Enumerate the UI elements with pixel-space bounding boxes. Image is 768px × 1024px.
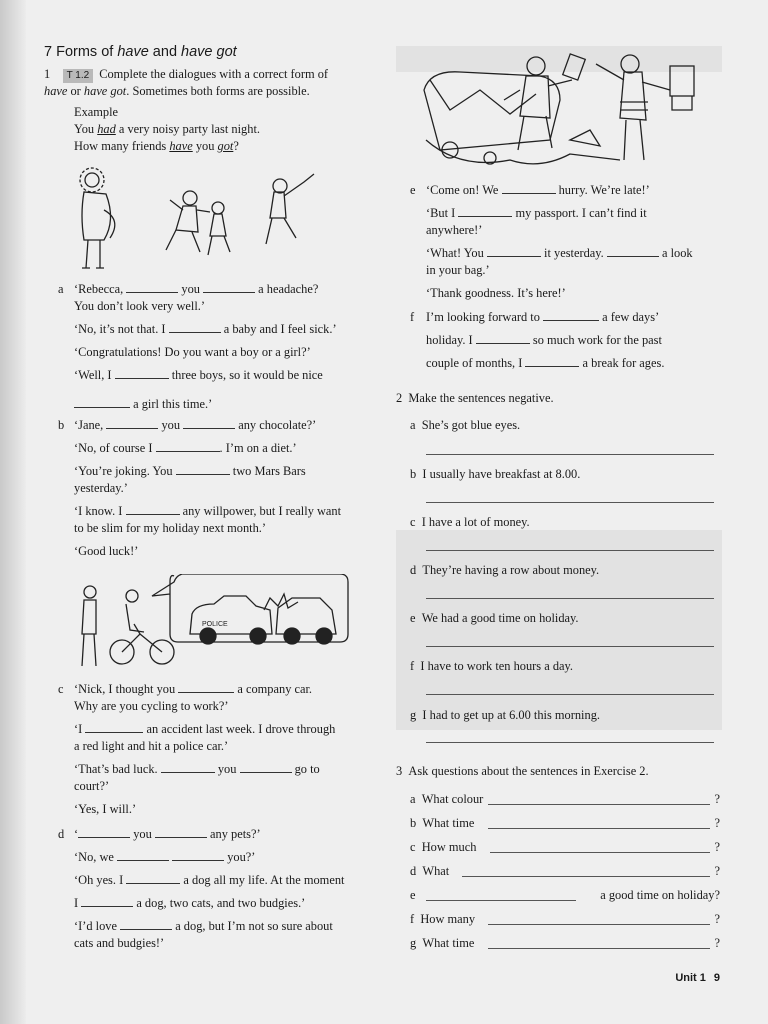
blank[interactable]	[74, 397, 130, 408]
answer-line[interactable]	[426, 646, 714, 647]
exercise-1-instruction: 1 T 1.2 Complete the dialogues with a correct form of have or have got. Sometimes both forms are possible.	[44, 67, 329, 98]
blank[interactable]	[117, 850, 169, 861]
dialogue-a: a ‘Rebecca, you a headache? You don’t look very well.’ ‘No, it’s not that. I a baby and I feel sick.’ ‘Congratulations! Do you want a boy or a girl?’ ‘Well, I three boys, so it would be nice a girl this time.’	[58, 282, 337, 411]
answer-line[interactable]	[426, 694, 714, 695]
police-sign: POLICE	[202, 621, 228, 628]
dialogue-f: f I’m looking forward to a few days’ holiday. I so much work for the past couple of months, I a break for ages.	[410, 310, 665, 370]
list-item: b I usually have breakfast at 8.00.	[410, 467, 581, 481]
audio-track-badge: T 1.2	[63, 69, 94, 83]
answer-line[interactable]	[488, 828, 710, 829]
blank[interactable]	[172, 850, 224, 861]
blank[interactable]	[126, 282, 178, 293]
list-item: c I have a lot of money.	[410, 515, 530, 529]
dialogue-b: b ‘Jane, you any chocolate?’ ‘No, of course I . I’m on a diet.’ ‘You’re joking. You two Mars Bars yesterday.’ ‘I know. I any willpower, but I really want to be slim for my holiday next month.’ ‘Good luck!’	[58, 418, 342, 558]
question-row: a What colour ?	[410, 792, 720, 806]
blank[interactable]	[525, 356, 579, 367]
blank[interactable]	[183, 418, 235, 429]
question-row: e a good time on holiday?	[410, 888, 720, 902]
blank[interactable]	[458, 206, 512, 217]
blank[interactable]	[240, 762, 292, 773]
answer-line[interactable]	[426, 900, 576, 901]
section-title: 7 Forms of have and have got	[44, 44, 237, 60]
question-row: b What time ?	[410, 816, 720, 830]
answer-line[interactable]	[490, 852, 710, 853]
list-item: e We had a good time on holiday.	[410, 611, 579, 625]
blank[interactable]	[161, 762, 215, 773]
blank[interactable]	[203, 282, 255, 293]
exercise-3-instruction: 3 Ask questions about the sentences in Exercise 2.	[396, 764, 649, 778]
blank[interactable]	[106, 418, 158, 429]
dialogue-c: c ‘Nick, I thought you a company car. Why are you cycling to work?’ ‘I an accident last week. I drove through a red light and hit a police car.’ ‘That’s bad luck. you go to court?’ ‘Yes, I will.’	[58, 682, 336, 816]
answer-line[interactable]	[462, 876, 710, 877]
exercise-2-instruction: 2 Make the sentences negative.	[396, 391, 554, 405]
example-block: Example You had a very noisy party last night. How many friends have you got?	[74, 105, 260, 153]
illustration-police-car-accident	[74, 574, 350, 674]
blank[interactable]	[120, 919, 172, 930]
illustration-woman-and-children	[70, 160, 330, 275]
unit-label: Unit 1	[675, 972, 706, 984]
answer-line[interactable]	[488, 804, 710, 805]
page-footer	[675, 972, 720, 984]
answer-line[interactable]	[426, 454, 714, 455]
blank[interactable]	[156, 441, 220, 452]
answer-line[interactable]	[488, 948, 710, 949]
answer-line[interactable]	[426, 742, 714, 743]
dialogue-d: d ‘ you any pets?’ ‘No, we you?’ ‘Oh yes. I a dog all my life. At the moment I a dog, two cats, and two budgies.’ ‘I’d love a dog, but I’m not so sure about cats and budgies!’	[58, 827, 345, 950]
blank[interactable]	[176, 464, 230, 475]
answer-line[interactable]	[426, 502, 714, 503]
blank[interactable]	[85, 722, 143, 733]
list-item: f I have to work ten hours a day.	[410, 659, 573, 673]
blank[interactable]	[169, 322, 221, 333]
blank[interactable]	[126, 873, 180, 884]
answer-line[interactable]	[426, 598, 714, 599]
page-number: 9	[713, 972, 720, 984]
blank[interactable]	[78, 827, 130, 838]
blank[interactable]	[115, 368, 169, 379]
blank[interactable]	[502, 183, 556, 194]
answer-line[interactable]	[488, 924, 710, 925]
question-row: c How much ?	[410, 840, 720, 854]
blank[interactable]	[178, 682, 234, 693]
blank[interactable]	[543, 310, 599, 321]
list-item: g I had to get up at 6.00 this morning.	[410, 708, 600, 722]
blank[interactable]	[81, 896, 133, 907]
dialogue-e: e ‘Come on! We hurry. We’re late!’ ‘But I my passport. I can’t find it anywhere!’ ‘What! You it yesterday. a look in your bag.’ ‘Thank goodness. It’s here!’	[410, 183, 693, 300]
question-row: d What ?	[410, 864, 720, 878]
bleed-through	[396, 530, 722, 730]
blank[interactable]	[607, 246, 659, 257]
list-item: d They’re having a row about money.	[410, 563, 600, 577]
question-row: f How many ?	[410, 912, 720, 926]
illustration-messy-room	[420, 50, 702, 174]
blank[interactable]	[487, 246, 541, 257]
list-item: a She’s got blue eyes.	[410, 418, 521, 432]
blank[interactable]	[476, 333, 530, 344]
question-row: g What time ?	[410, 936, 720, 950]
blank[interactable]	[126, 504, 180, 515]
blank[interactable]	[155, 827, 207, 838]
answer-line[interactable]	[426, 550, 714, 551]
